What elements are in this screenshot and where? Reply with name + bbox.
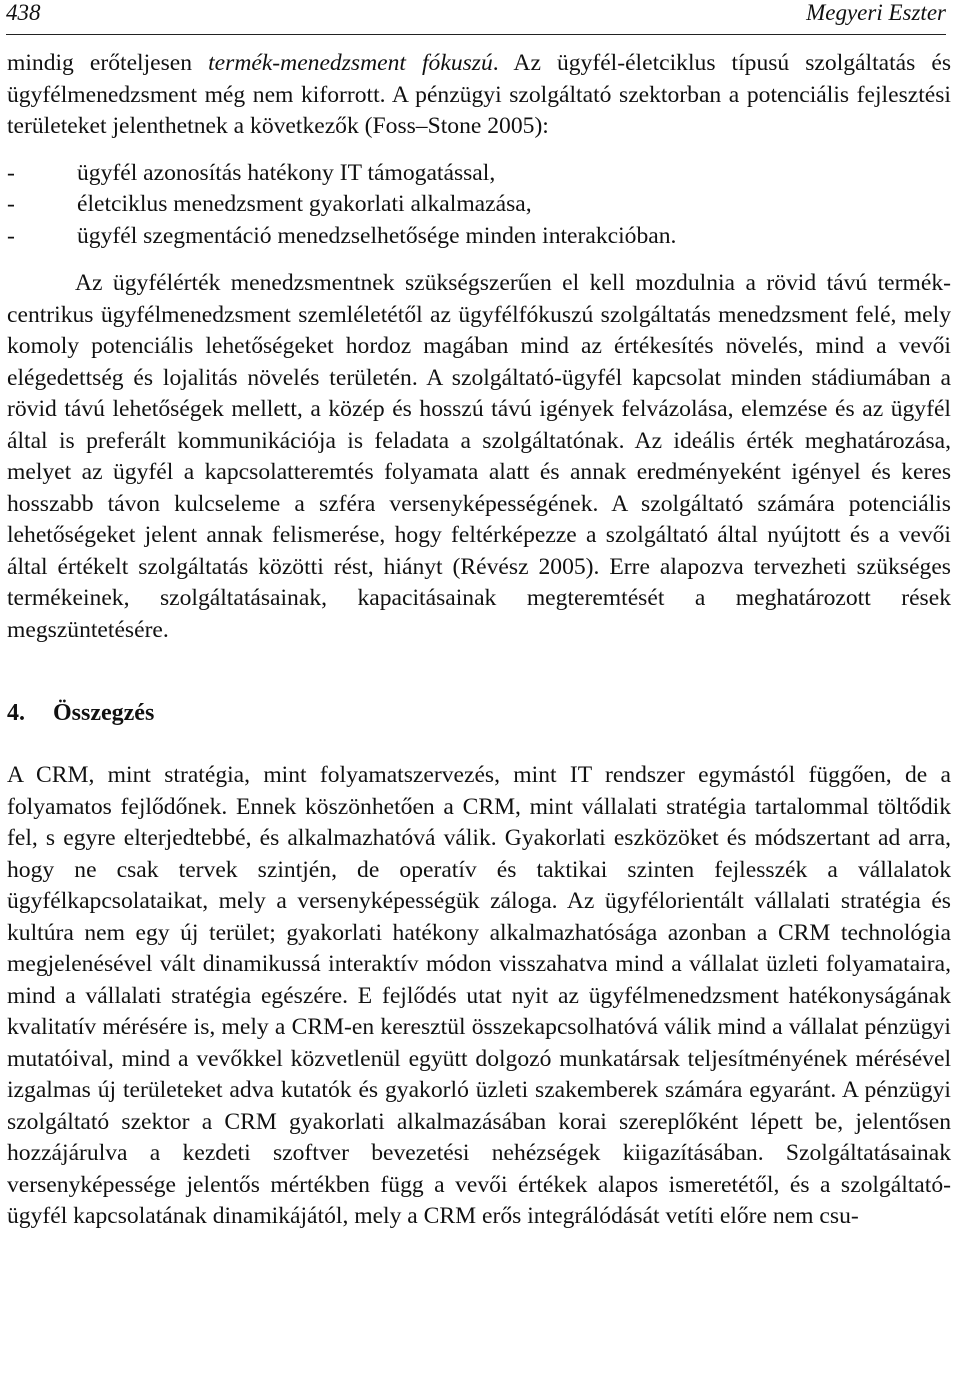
list-item-text: ügyfél szegmentáció menedzselhetősége minden interakcióban. — [77, 222, 677, 249]
body-paragraph: Az ügyfélérték menedzsmentnek szükségszerűen el kell mozdulnia a rövid távú termék-centrikus ügyfélmenedzsment szemléletétől az ügyfélfókuszú szolgáltatás menedzsment felé, mely komoly potenciális lehetőségeket hordoz magában mind az értékesítés növelés, mind a vevői elégedettség és lojalitás növelés területén. A szolgáltató-ügyfél kapcsolat minden stádiumában a rövid távú lehetőségek mellett, a közép és hosszú távú igények felvázolása, elemzése és az ügyfél által is preferált kommunikációja is feladata a szolgáltatónak. Az ideális érték meghatározása, melyet az ügyfél a kapcsolatteremtés folyamata alatt és annak eredményeként igényel és keres hosszabb távon kulcseleme a szféra versenyképességének. A szolgáltató számára potenciális lehetőségeket jelent annak felismerése, hogy feltérképezze a szolgáltató által nyújtott és a vevői által értékelt szolgáltatás közötti rést, hiányt (Révész 2005). Erre alapozva tervezheti szükséges termékeinek, szolgáltatásainak, kapacitásainak megteremtését a meghatározott rések megszüntetésére. — [7, 270, 951, 643]
dash-marker: - — [7, 191, 15, 217]
running-header — [6, 0, 946, 35]
list-item — [7, 221, 951, 253]
list-item-text: ügyfél azonosítás hatékony IT támogatással, — [77, 159, 496, 186]
dash-marker: - — [7, 222, 15, 249]
intro-text-end: . Az ügyfél-életciklus típusú szolgáltatás és ügyfélmenedzsment még nem kiforrott. A pénzügyi szolgáltató szektorban a potenciális fejlesztési területeket jelenthetnek a következők (Foss–Stone 2005): — [7, 50, 951, 139]
section-heading — [7, 698, 951, 729]
page-body — [7, 48, 951, 1233]
intro-paragraph — [7, 48, 951, 143]
bullet-list — [7, 158, 951, 253]
section-number: 4. — [7, 700, 25, 726]
list-item — [7, 189, 951, 221]
page-number: 438 — [6, 0, 41, 25]
running-head-author: Megyeri Eszter — [806, 0, 946, 25]
intro-emphasis: termék-menedzsment fókuszú — [208, 50, 493, 76]
dash-marker: - — [7, 159, 15, 186]
section-title: Összegzés — [53, 700, 155, 726]
intro-text-start: mindig erőteljesen — [7, 50, 209, 76]
list-item — [7, 158, 951, 190]
list-item-text: életciklus menedzsment gyakorlati alkalmazása, — [77, 191, 532, 217]
summary-paragraph: A CRM, mint stratégia, mint folyamatszervezés, mint IT rendszer egymástól függően, de a folyamatos fejlődőnek. Ennek köszönhetően a CRM, mint vállalati stratégia tartalommal töltődik fel, s egyre elterjedtebbé, és alkalmazhatóvá válik. Gyakorlati eszközöket és módszertant ad arra, hogy ne csak tervek szintjén, de operatív és taktikai szinten fejlesszék a vállalatok ügyfélkapcsolataikat, mely a versenyképességük záloga. Az ügyfélorientált vállalati stratégia és kultúra nem egy új terület; gyakorlati hatékony alkalmazhatósága azonban a CRM technológia megjelenésével vált dinamikussá interaktív módon visszahatva mind a vállalat üzleti folyamataira, mind a vállalati stratégia egészére. E fejlődés utat nyit az ügyfélmenedzsment hatékonyságának kvalitatív mérésére is, mely a CRM-en keresztül összekapcsolhatóvá válik mind a vállalat pénzügyi mutatóival, mind a vevőkkel közvetlenül együtt dolgozó munkatársak teljesítményének mérésével izgalmas új területeket adva kutatók és gyakorló üzleti szakemberek számára egyaránt. A pénzügyi szolgáltató szektor a CRM gyakorlati alkalmazásában korai szereplőként lépett be, jelentősen hozzájárulva a kezdeti szoftver bevezetési nehézségek kiigazításában. Szolgáltatásainak versenyképessége jelentős mértékben függ a vevői értékek alapos ismeretétől, és a szolgáltató- ügyfél kapcsolatának dinamikájától, mely a CRM erős integrálódását vetíti előre nem csu- — [7, 762, 951, 1229]
